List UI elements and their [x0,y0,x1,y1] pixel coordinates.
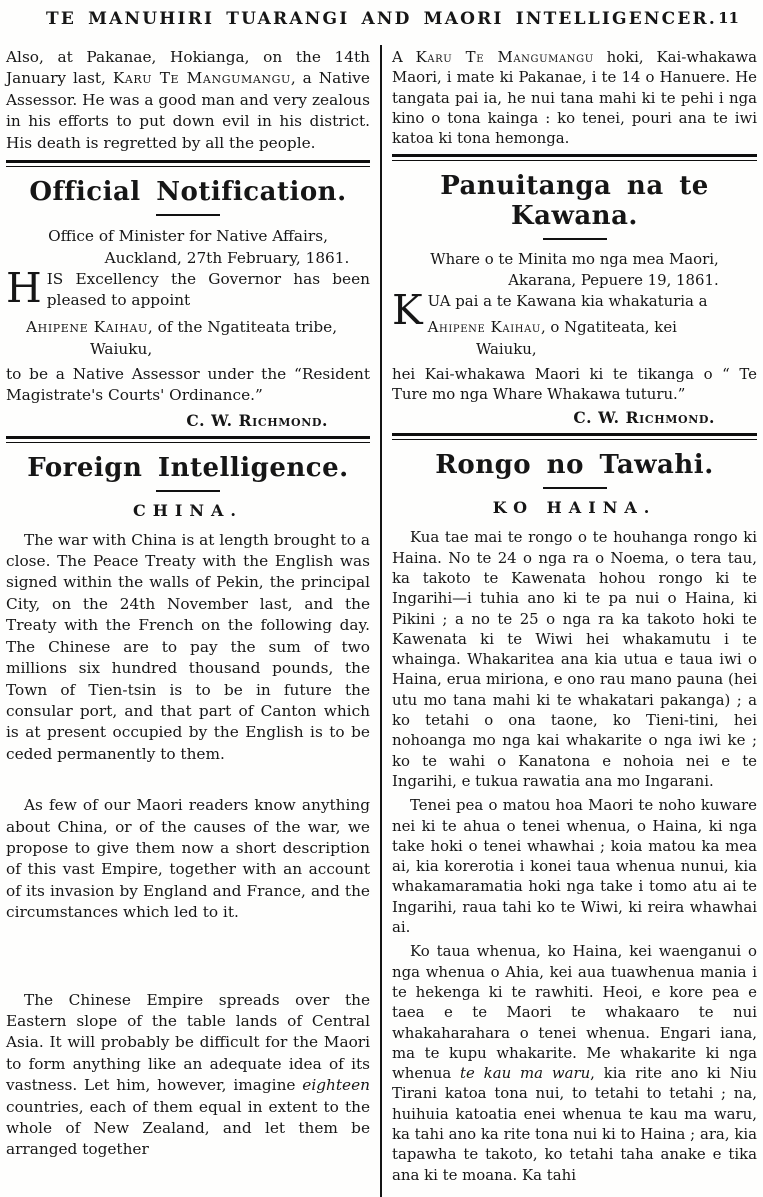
obituary-maori [392,47,757,148]
heading-rule [156,490,220,492]
section-divider-rule [392,154,757,161]
obituary-maori-name: Karu Te Mangumangu [415,48,594,66]
appointee-tribe: , of the Ngatiteata tribe, [147,317,338,336]
heading-rule [156,214,220,216]
haina-paragraph-2: Tenei pea o matou hoa Maori te noho kuware nei ki te ahua o tenei whenua, o Haina, ki nga take hoki o tenei whawhai ; koia matou ka mea ai, kia korerotia i konei taua whenua nunui, kia whakamaramatia hoki nga take i tomo atu ai te Ingarihi, raua tahi ko te Wiwi, ki reira whawhai ai. [392,796,757,937]
haina-paragraph-3 [392,941,757,1185]
column-english [0,45,380,1197]
notification-body [6,264,370,313]
panuitanga-heading: Panuitanga na te Kawana. [440,171,709,232]
appointee-name: Ahipene Kaihau [26,317,148,336]
appointee-place: Waiuku, [90,339,153,358]
official-notification-section [6,177,370,430]
column-gap [6,769,370,795]
panuitanga-closing: hei Kai-whakawa Maori ki te tikanga o “ Te Ture mo nga Whare Whakawa tuturu.” [392,364,757,404]
signature: C. W. Richmond. [186,410,328,430]
obituary-maori-post: hoki, Kai-whakawa Maori, i mate ki Pakanae, i te 14 o Hanuere. He tangata pai ia, he nui tana mahi ki te pehi i nga kino o tona kainga : ko tenei, pouri ana te iwi katoa ki tona hemonga. [392,48,757,148]
obituary-english-name: Karu Te Mangumangu [112,69,291,88]
dateline-office-maori: Whare o te Minita mo nga mea Maori, [430,250,719,269]
haina-paragraph-3-post: , kia rite ano ki Niu Tirani katoa tona nui, to tetahi to tetahi ; na, huihuia katoatia enei whenua te kau ma waru, ka tahi ano ka rite tona nui ki to Haina ; ara, kia tapawha te takoto, ko tetahi taha anake e tika ana ki te moana. Ka tahi [392,1064,757,1184]
obituary-english-post: , a Native Assessor. He was a good man and very zealous in his efforts to put down evil in his district. His death is regretted by all the people. [6,69,370,152]
masthead-title: TE MANUHIRI TUARANGI AND MAORI INTELLIGENCER. [45,9,717,29]
heading-rule [543,487,607,489]
section-divider-rule [6,160,370,167]
haina-paragraph-3-pre: Ko taua whenua, ko Haina, kei waenganui o nga whenua o Ahia, kei aua tuawhenua mania i te hekenga ki te rawhiti. Heoi, e kore pea e taea e te Maori te whakaaro te nui whakaharahara o tenei whenua. Engari iana, ma te kupu whakarite. Me whakarite ki nga whenua [392,942,757,1083]
panuitanga-section [392,171,757,427]
foreign-intelligence-section [6,453,370,1161]
page-number: 11 [718,9,739,27]
china-paragraph-3-post: countries, each of them equal in extent to the whole of New Zealand, and let them be arranged together [6,1097,370,1159]
china-paragraph-3-pre: The Chinese Empire spreads over the Eastern slope of the table lands of Central Asia. It will probably be difficult for the Maori to form anything like an adequate idea of its vastness. Let him, however, imagine [6,990,370,1095]
china-subheading: CHINA. [133,500,243,520]
appointee-line-maori [392,316,757,338]
masthead-row [0,0,763,45]
dateline-date-maori: Akarana, Pepuere 19, 1861. [508,271,719,290]
china-paragraph-3 [6,990,370,1161]
dateline-office: Office of Minister for Native Affairs, [48,227,328,246]
heading-rule [543,238,607,240]
appointee-name-maori: Ahipene Kaihau [427,317,541,336]
notification-closing: to be a Native Assessor under the “Resident Magistrate's Courts' Ordinance.” [6,364,370,405]
column-gap [6,928,370,990]
notification-body-text: IS Excellency the Governor has been pleased to appoint [46,270,370,310]
obituary-english [6,47,370,154]
column-maori [380,45,763,1197]
appointee-line [6,316,370,338]
dropcap-letter: H [6,264,42,313]
china-paragraph-3-italic: eighteen [302,1076,370,1095]
rongo-no-tawahi-section [392,450,757,1185]
ko-haina-subheading: KO HAINA. [492,498,657,518]
section-divider-rule [392,433,757,440]
appointee-tribe-maori: , o Ngatiteata, kei [540,317,677,336]
official-notification-heading: Official Notification. [29,177,347,208]
panuitanga-body-text: UA pai a te Kawana kia whakaturia a [427,292,708,311]
dateline-date: Auckland, 27th February, 1861. [104,249,350,268]
china-paragraph-2: As few of our Maori readers know anything about China, or of the causes of the war, we propose to give them now a short description of this vast Empire, together with an account of its invasion by England and France, and the circumstances which led to it. [6,796,370,922]
signature-maori: C. W. Richmond. [573,408,715,428]
obituary-english-pre: Also, at Pakanae, Hokianga, on the 14th January last, [6,48,370,88]
foreign-intelligence-heading: Foreign Intelligence. [27,452,349,483]
section-divider-rule [6,436,370,443]
haina-paragraph-1: Kua tae mai te rongo o te houhanga rongo ki Haina. No te 24 o nga ra o Noema, o tera tau, ka takoto te Kawenata hohou rongo ki te Ingarihi—i tuhia ano ki te pa nui o Haina, ki Pikini ; a no te 25 o nga ra ka takoto hoki te Kawenata ki te Wiwi hei whakamutu i te whainga. Whakaritea ana kia utua e taua iwi o Haina, erua miriona, e ono rau mano pauna (hei utu mo tana mahi ki te whakatari pakanga) ; a ko tetahi o ona taone, ko Tieni-tini, hei nohoanga mo nga kai whakarite o nga iwi ke ; ko te wahi o Kanatona e nohoia nei e te Ingarihi, e tukua rawatia ana mo Ingarani. [392,528,757,790]
obituary-maori-pre: A [392,48,416,66]
appointee-place-maori: Waiuku, [476,339,537,358]
dropcap-letter: K [392,286,423,335]
columns-container [0,45,763,1197]
haina-paragraph-3-italic: te kau ma waru [460,1064,591,1083]
china-paragraph-1: The war with China is at length brought to a close. The Peace Treaty with the English was signed within the walls of Pekin, the principal City, on the 24th November last, and the Treaty with the French on the following day. The Chinese are to pay the sum of two millions six hundred thousand pounds, the Town of Tien-tsin is to be in future the consular port, and that part of Canton which is at present occupied by the English is to be ceded permanently to them. [6,530,370,763]
rongo-no-tawahi-heading: Rongo no Tawahi. [435,450,714,481]
